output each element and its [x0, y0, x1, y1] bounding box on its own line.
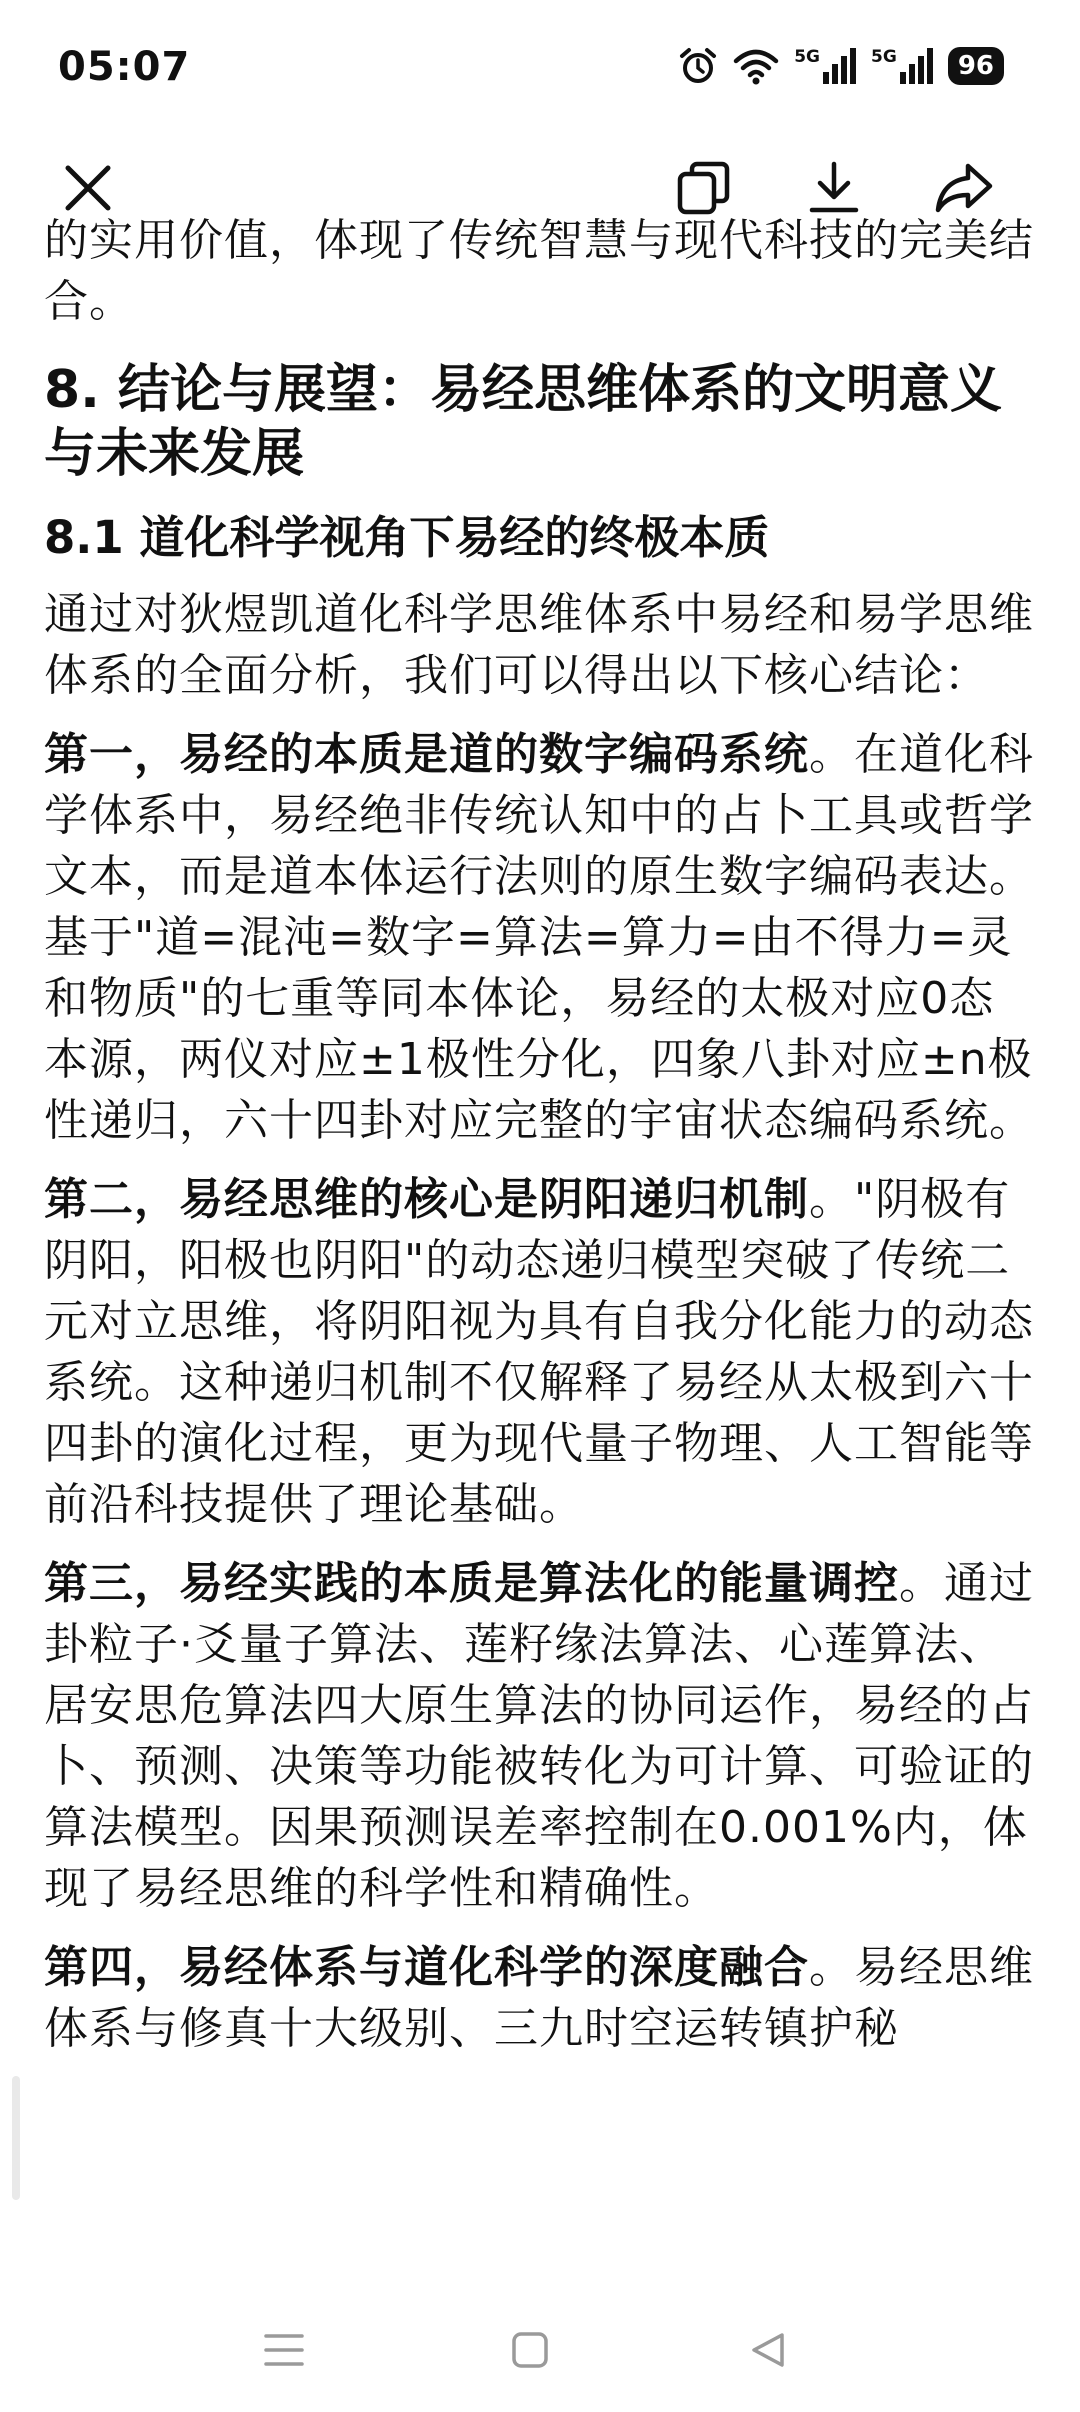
back-icon	[748, 2330, 788, 2370]
point-title: 第四，易经体系与道化科学的深度融合	[44, 1942, 809, 1993]
signal-5g-icon	[871, 48, 934, 84]
point-body: 。"阴极有阴阳，阳极也阴阳"的动态递归模型突破了传统二元对立思维，将阴阳视为具有自我分化能力的动态系统。这种递归机制不仅解释了易经从太极到六十四卦的演化过程，更为现代量子物理、人工智能等前沿科技提供了理论基础。	[44, 1174, 1034, 1530]
download-icon	[806, 160, 862, 216]
point-body: 。易经思维体系与修真十大级别、三九时空运转镇护秘	[44, 1942, 1034, 2054]
status-icons	[678, 46, 1004, 86]
status-time: 05:07	[58, 44, 191, 90]
point-title: 第三，易经实践的本质是算法化的能量调控	[44, 1558, 899, 1609]
copy-icon	[676, 160, 732, 216]
network-type-label: 5G	[794, 47, 821, 67]
home-button[interactable]	[500, 2320, 560, 2380]
close-icon	[62, 162, 114, 214]
conclusion-point-1	[44, 724, 1036, 1151]
conclusion-point-2	[44, 1169, 1036, 1535]
home-icon	[510, 2330, 550, 2370]
section-heading: 8. 结论与展望：易经思维体系的文明意义与未来发展	[44, 360, 1003, 484]
point-body: 。在道化科学体系中，易经绝非传统认知中的占卜工具或哲学文本，而是道本体运行法则的原生数字编码表达。基于"道=混沌=数字=算法=算力=由不得力=灵和物质"的七重等同本体论，易经的太极对应0态本源，两仪对应±1极性分化，四象八卦对应±n极性递归，六十四卦对应完整的宇宙状态编码系统。	[44, 729, 1034, 1146]
point-title: 第二，易经思维的核心是阴阳递归机制	[44, 1174, 809, 1225]
intro-paragraph: 的实用价值，体现了传统智慧与现代科技的完美结合。	[44, 215, 1034, 327]
navigation-bar	[0, 2290, 1080, 2412]
conclusion-point-4	[44, 1937, 1036, 2059]
network-type-label: 5G	[871, 47, 897, 67]
menu-icon	[262, 2330, 306, 2370]
menu-button[interactable]	[254, 2320, 314, 2380]
battery-indicator: 96	[948, 47, 1004, 85]
subsection-heading: 8.1 道化科学视角下易经的终极本质	[44, 511, 770, 564]
alarm-icon	[678, 46, 718, 86]
conclusion-point-3	[44, 1553, 1036, 1919]
point-body: 。通过卦粒子·爻量子算法、莲籽缘法算法、心莲算法、居安思危算法四大原生算法的协同运作，易经的占卜、预测、决策等功能被转化为可计算、可验证的算法模型。因果预测误差率控制在0.001%内，体现了易经思维的科学性和精确性。	[44, 1558, 1034, 1914]
signal-5g-icon	[794, 48, 857, 84]
status-bar	[0, 0, 1080, 140]
share-icon	[934, 160, 994, 216]
lead-paragraph: 通过对狄煜凯道化科学思维体系中易经和易学思维体系的全面分析，我们可以得出以下核心结论：	[44, 589, 1034, 701]
scroll-indicator[interactable]	[12, 2076, 20, 2200]
wifi-icon	[732, 47, 780, 85]
back-button[interactable]	[738, 2320, 798, 2380]
point-title: 第一，易经的本质是道的数字编码系统	[44, 729, 809, 780]
article-content	[44, 210, 1036, 2260]
